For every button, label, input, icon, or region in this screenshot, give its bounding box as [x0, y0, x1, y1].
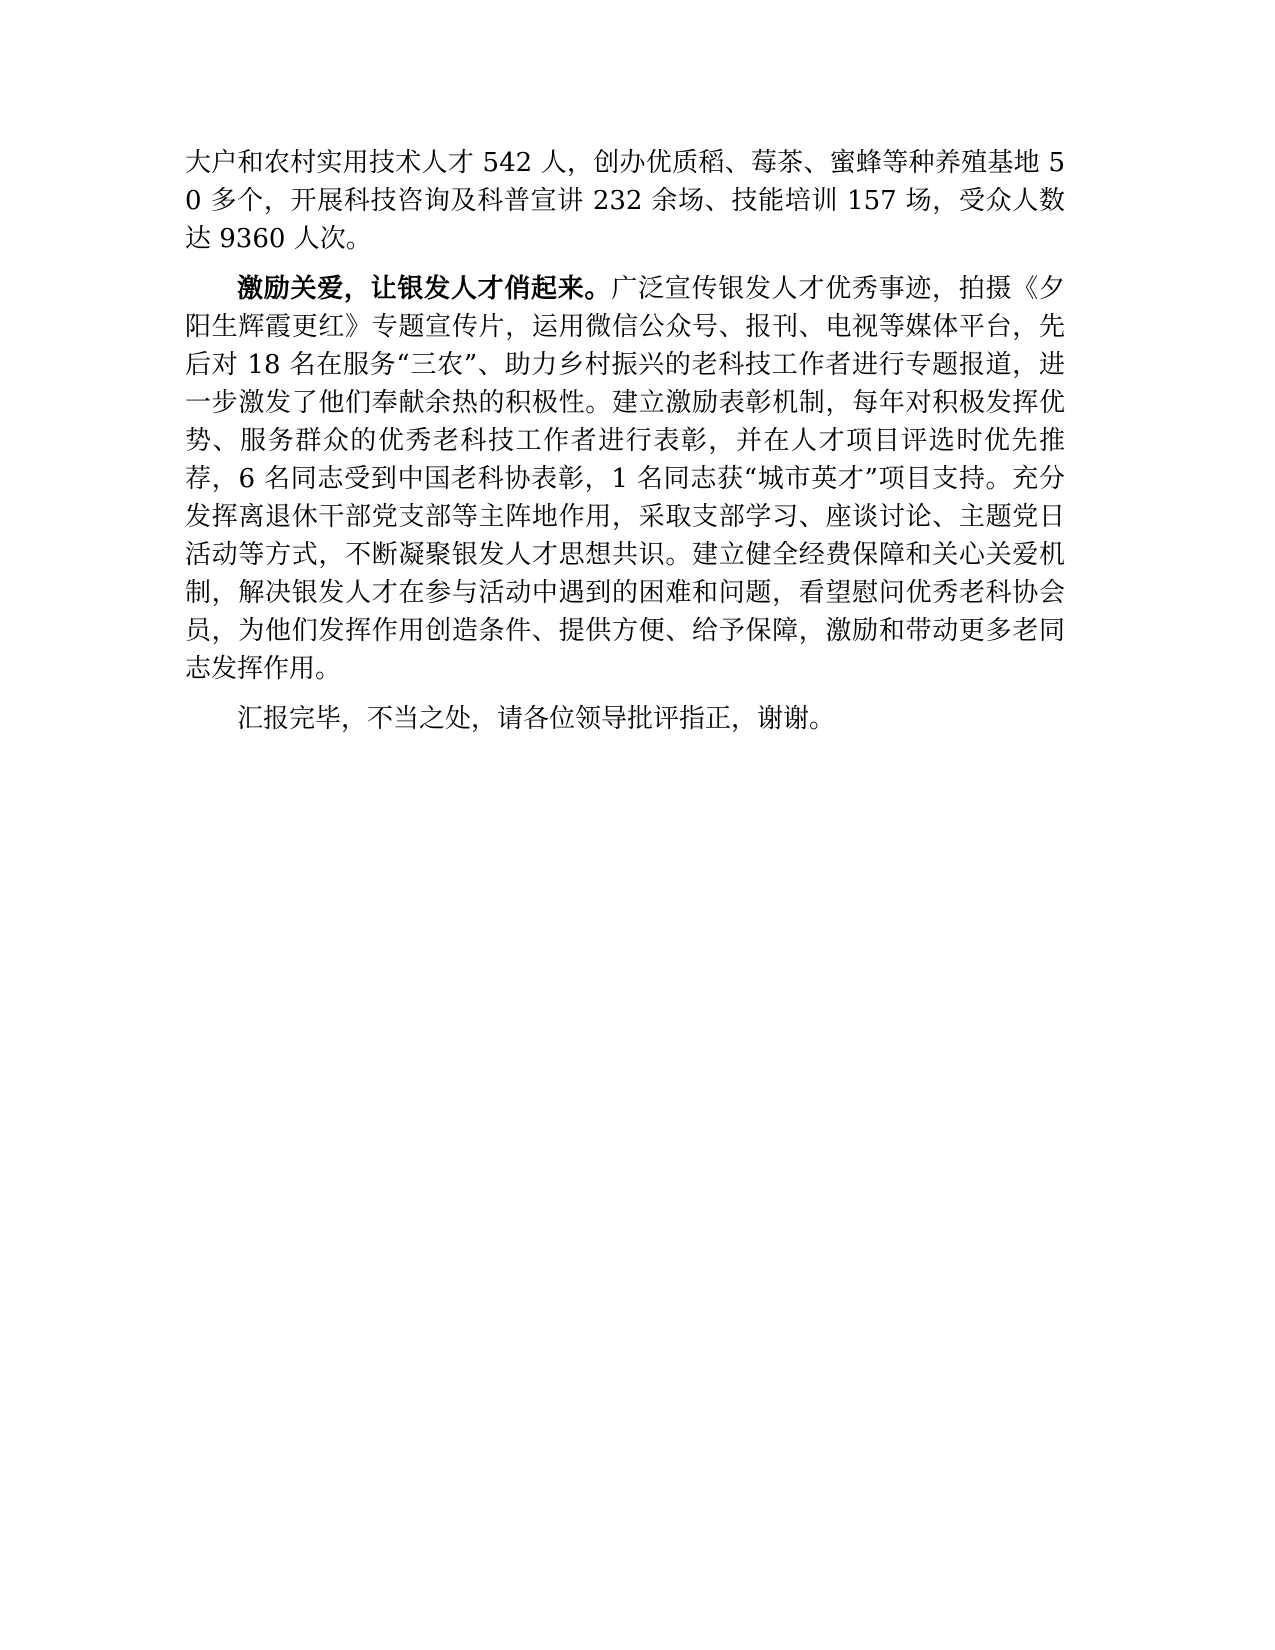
paragraph-text: 大户和农村实用技术人才 542 人，创办优质稻、莓茶、蜜蜂等种养殖基地 50 多个，开展科技咨询及科普宣讲 232 余场、技能培训 157 场，受众人数达 9360 人次。 — [185, 148, 1065, 254]
paragraph-text: 广泛宣传银发人才优秀事迹，拍摄《夕阳生辉霞更红》专题宣传片，运用微信公众号、报刊、电视等媒体平台，先后对 18 名在服务“三农”、助力乡村振兴的老科技工作者进行专题报道，进一步激发了他们奉献余热的积极性。建立激励表彰机制，每年对积极发挥优势、服务群众的优秀老科技工作者进行表彰，并在人才项目评选时优先推荐，6 名同志受到中国老科协表彰，1 名同志获“城市英才”项目支持。充分发挥离退休干部党支部等主阵地作用，采取支部学习、座谈讨论、主题党日活动等方式，不断凝聚银发人才思想共识。建立健全经费保障和关心关爱机制，解决银发人才在参与活动中遇到的困难和问题，看望慰问优秀老科协会员，为他们发挥作用创造条件、提供方便、给予保障，激励和带动更多老同志发挥作用。 — [185, 274, 1065, 684]
paragraph-text: 汇报完毕，不当之处，请各位领导批评指正，谢谢。 — [237, 704, 836, 734]
paragraph-lead-heading: 激励关爱，让银发人才俏起来。 — [237, 274, 612, 304]
document-body — [185, 144, 1065, 750]
paragraph-closing — [185, 700, 1065, 738]
paragraph-incentive-care — [185, 270, 1065, 688]
paragraph-continued — [185, 144, 1065, 258]
